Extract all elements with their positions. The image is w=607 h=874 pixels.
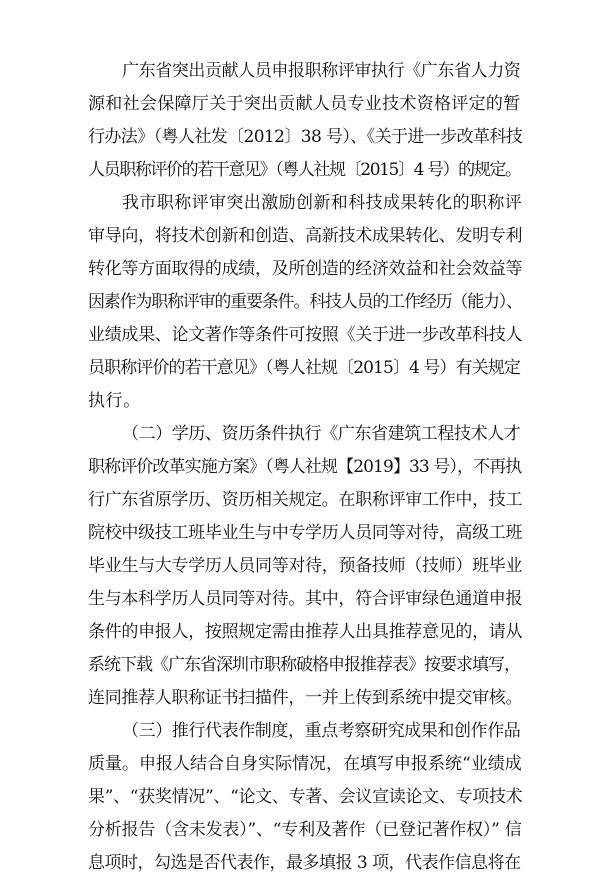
text-line: 行办法》（粤人社发〔2012〕38 号）、《关于进一步改革科技	[88, 127, 523, 147]
text-line: 系统下载《广东省深圳市职称破格申报推荐表》按要求填写，	[88, 655, 520, 675]
text-line: 转化等方面取得的成绩，及所创造的经济效益和社会效益等	[88, 259, 523, 279]
text-line: 源和社会保障厅关于突出贡献人员专业技术资格评定的暂	[88, 94, 521, 114]
text-line: 职称评价改革实施方案》（粤人社规【2019】33 号），不再执	[88, 457, 522, 477]
text-line: 质量。申报人结合自身实际情况，在填写申报系统“业绩成	[88, 754, 522, 774]
text-line: 毕业生与大专学历人员同等对待，预备技师（技师）班毕业	[88, 556, 523, 576]
text-line: 条件的申报人，按照规定需由推荐人出具推荐意见的，请从	[88, 622, 523, 642]
text-line: 我市职称评审突出激励创新和科技成果转化的职称评	[122, 193, 523, 213]
text-line: 息项时，勾选是否代表作，最多填报 3 项，代表作信息将在	[88, 853, 521, 873]
text-line: 人员职称评价的若干意见》（粤人社规〔2015〕4 号）的规定。	[88, 160, 521, 180]
text-line: 连同推荐人职称证书扫描件，一并上传到系统中提交审核。	[88, 688, 523, 708]
text-line: 因素作为职称评审的重要条件。科技人员的工作经历（能力）、	[88, 292, 522, 312]
text-line: 业绩成果、论文著作等条件可按照《关于进一步改革科技人	[88, 325, 523, 345]
text-line: 院校中级技工班毕业生与中专学历人员同等对待，高级工班	[88, 523, 523, 543]
text-line: 员职称评价的若干意见》（粤人社规〔2015〕4 号）有关规定	[88, 358, 520, 378]
text-line: 广东省突出贡献人员申报职称评审执行《广东省人力资	[122, 61, 521, 81]
text-line: 审导向，将技术创新和创造、高新技术成果转化、发明专利	[88, 226, 523, 246]
text-line: （三）推行代表作制度，重点考察研究成果和创作作品	[122, 721, 521, 741]
text-line: 行广东省原学历、资历相关规定。在职称评审工作中，技工	[88, 490, 523, 510]
text-line: 执行。	[88, 391, 141, 411]
text-line: 生与本科学历人员同等对待。其中，符合评审绿色通道申报	[88, 589, 523, 609]
text-line: 果”、“获奖情况”、“论文、专著、会议宣读论文、专项技术	[88, 787, 523, 807]
text-line: （二）学历、资历条件执行《广东省建筑工程技术人才	[122, 424, 521, 444]
text-line: 分析报告（含未发表）”、“专利及著作（已登记著作权）” 信	[88, 820, 522, 840]
